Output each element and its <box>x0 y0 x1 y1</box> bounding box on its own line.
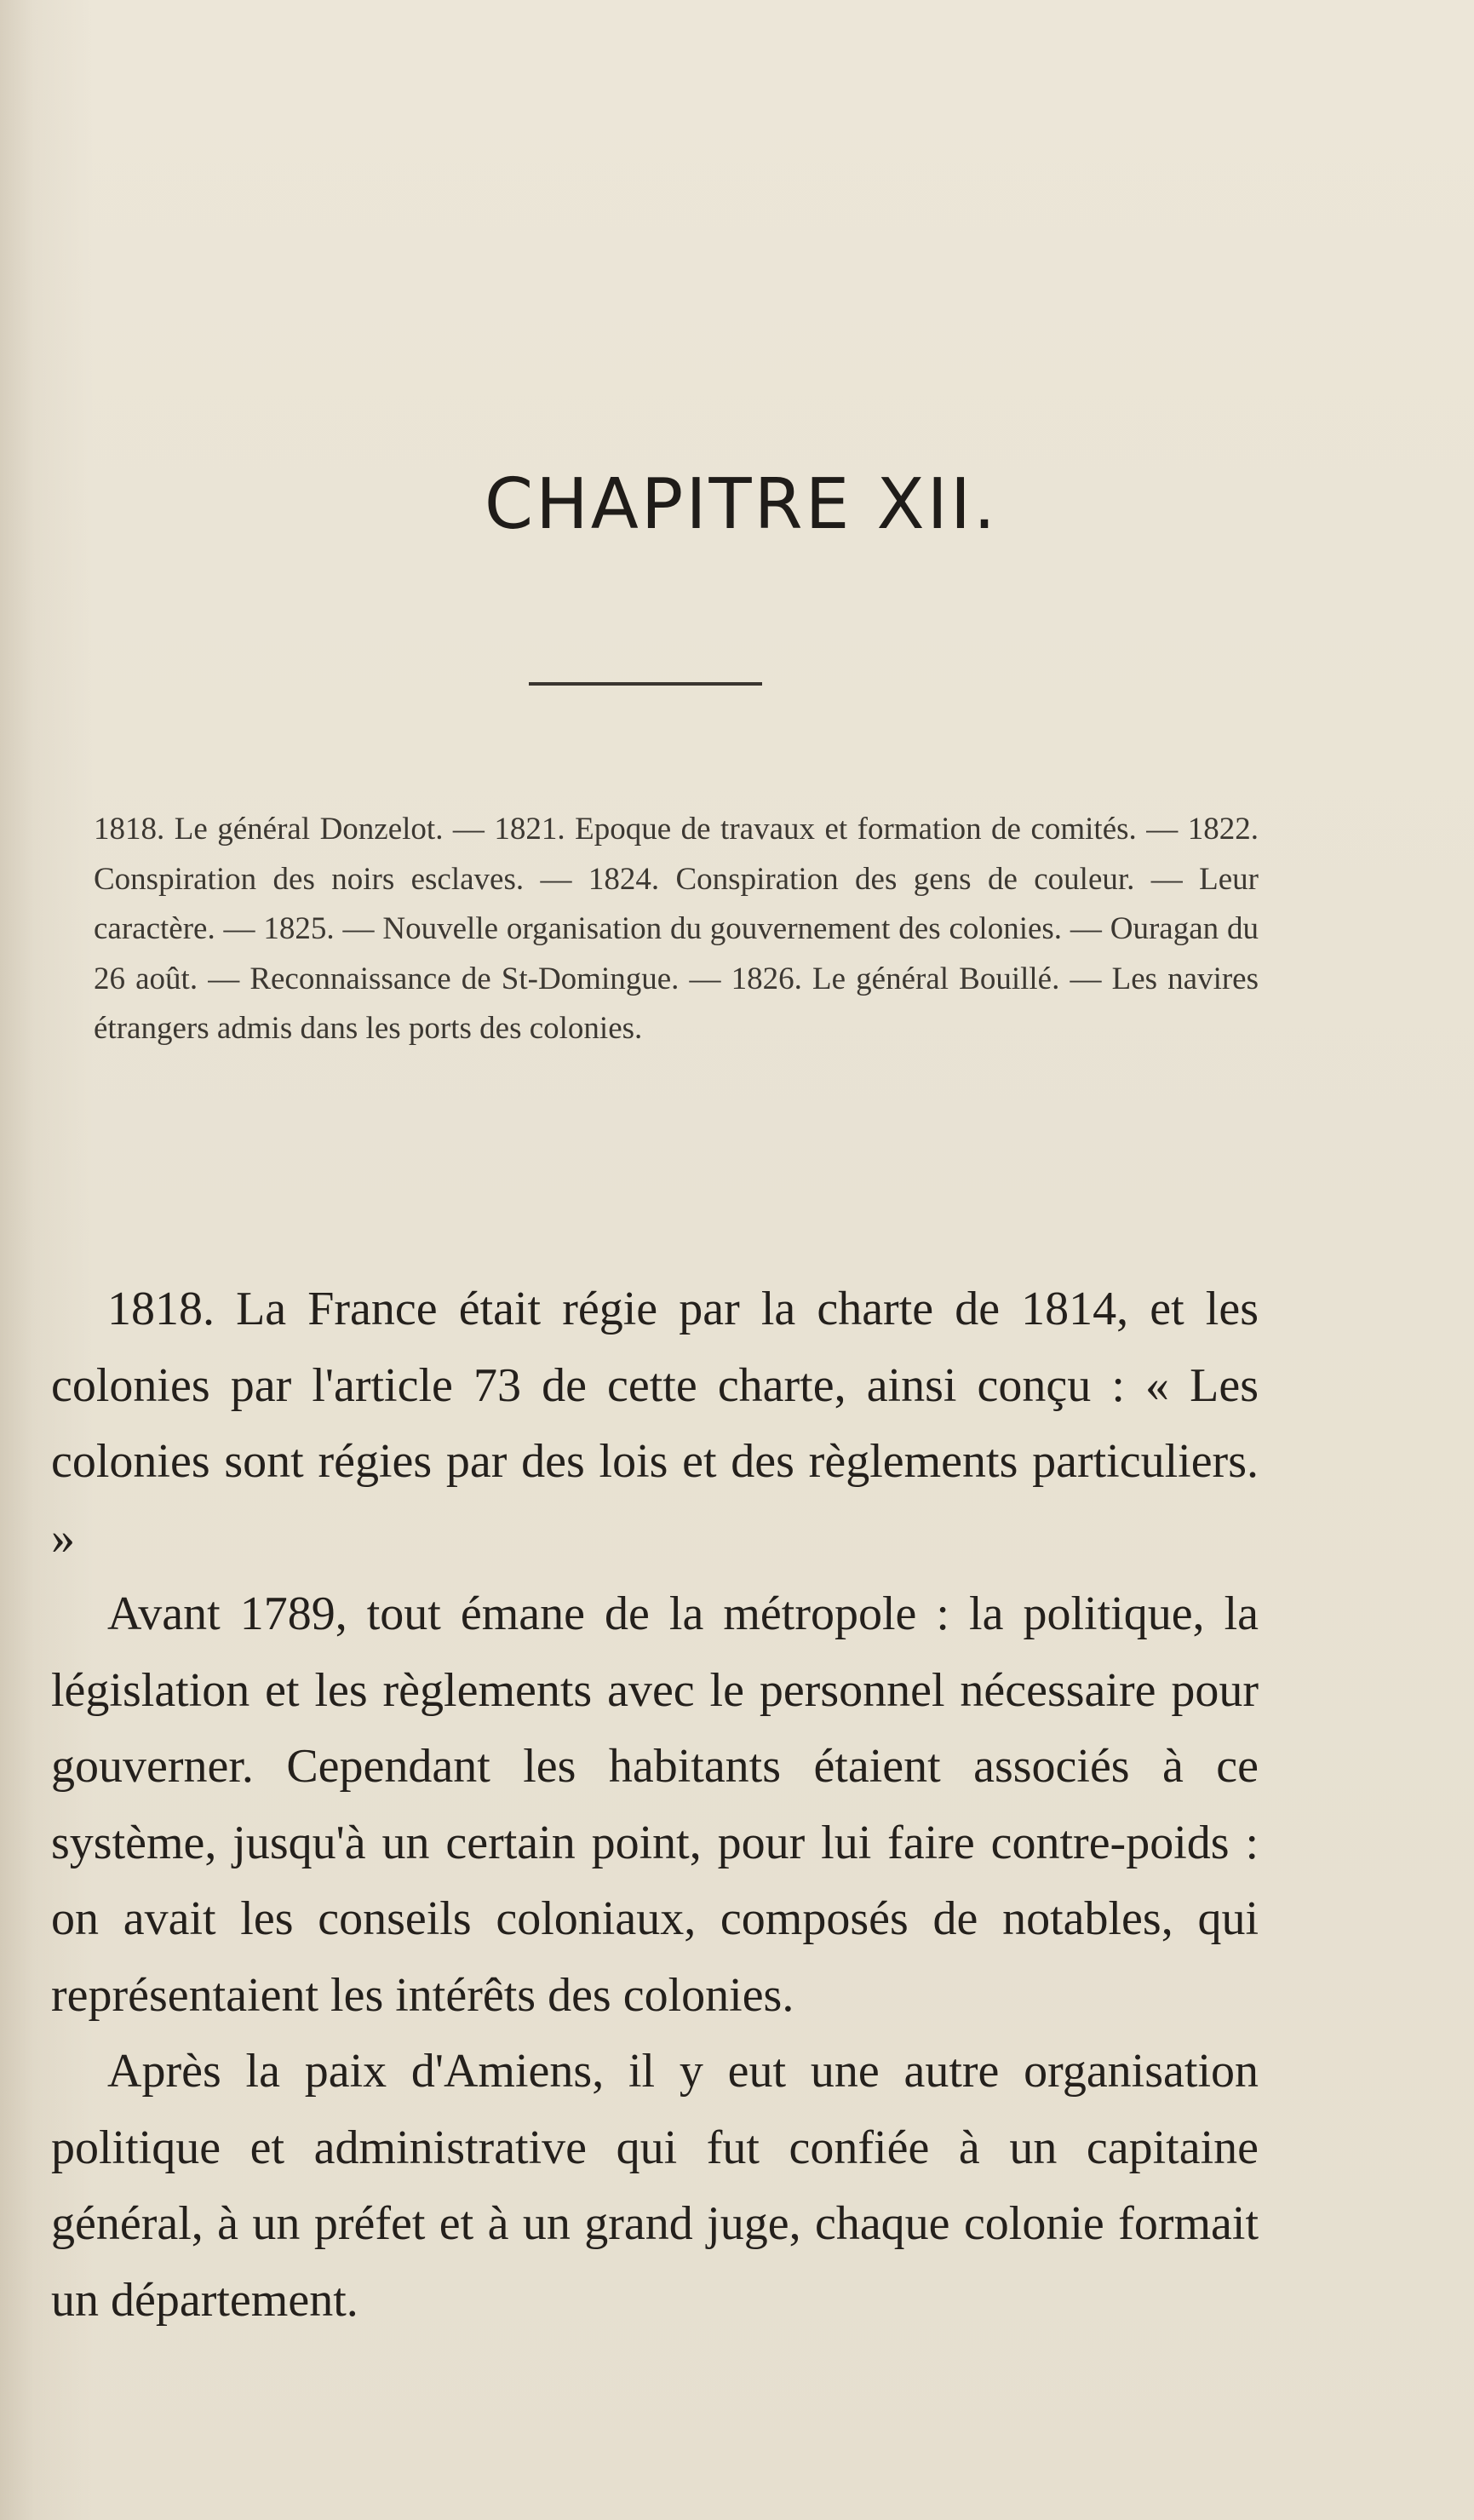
body-paragraph-3: Après la paix d'Amiens, il y eut une autre organisation politique et administrative qui fut confiée à un capitaine général, à un préfet et à un grand juge, chaque colonie formait un département. <box>51 2045 1259 2327</box>
chapter-title: CHAPITRE XII. <box>484 464 999 545</box>
body-paragraph-2: Avant 1789, tout émane de la métropole : la politique, la législation et les règlements avec le personnel nécessaire pour gouverner. Cependant les habitants étaient associés à ce système, jusqu'à un certain point, pour lui faire contre-poids : on avait les conseils coloniaux, composés de notables, qui représentaient les intérêts des colonies. <box>51 1587 1259 2022</box>
body-paragraph-1: 1818. La France était régie par la charte de 1814, et les colonies par l'article 73 de cette charte, ainsi conçu : « Les colonies sont régies par des lois et des règlements particuliers. » <box>51 1283 1259 1564</box>
chapter-body <box>51 1271 1259 2339</box>
title-rule-divider <box>529 682 762 686</box>
chapter-summary: 1818. Le général Donzelot. — 1821. Epoque de travaux et formation de comités. — 1822. Conspiration des noirs esclaves. — 1824. Conspiration des gens de couleur. — Leur caractère. — 1825. — Nouvelle organisation du gouvernement des colonies. — Ouragan du 26 août. — Reconnaissance de St-Domingue. — 1826. Le général Bouillé. — Les navires étrangers admis dans les ports des colonies. <box>94 812 1259 1046</box>
